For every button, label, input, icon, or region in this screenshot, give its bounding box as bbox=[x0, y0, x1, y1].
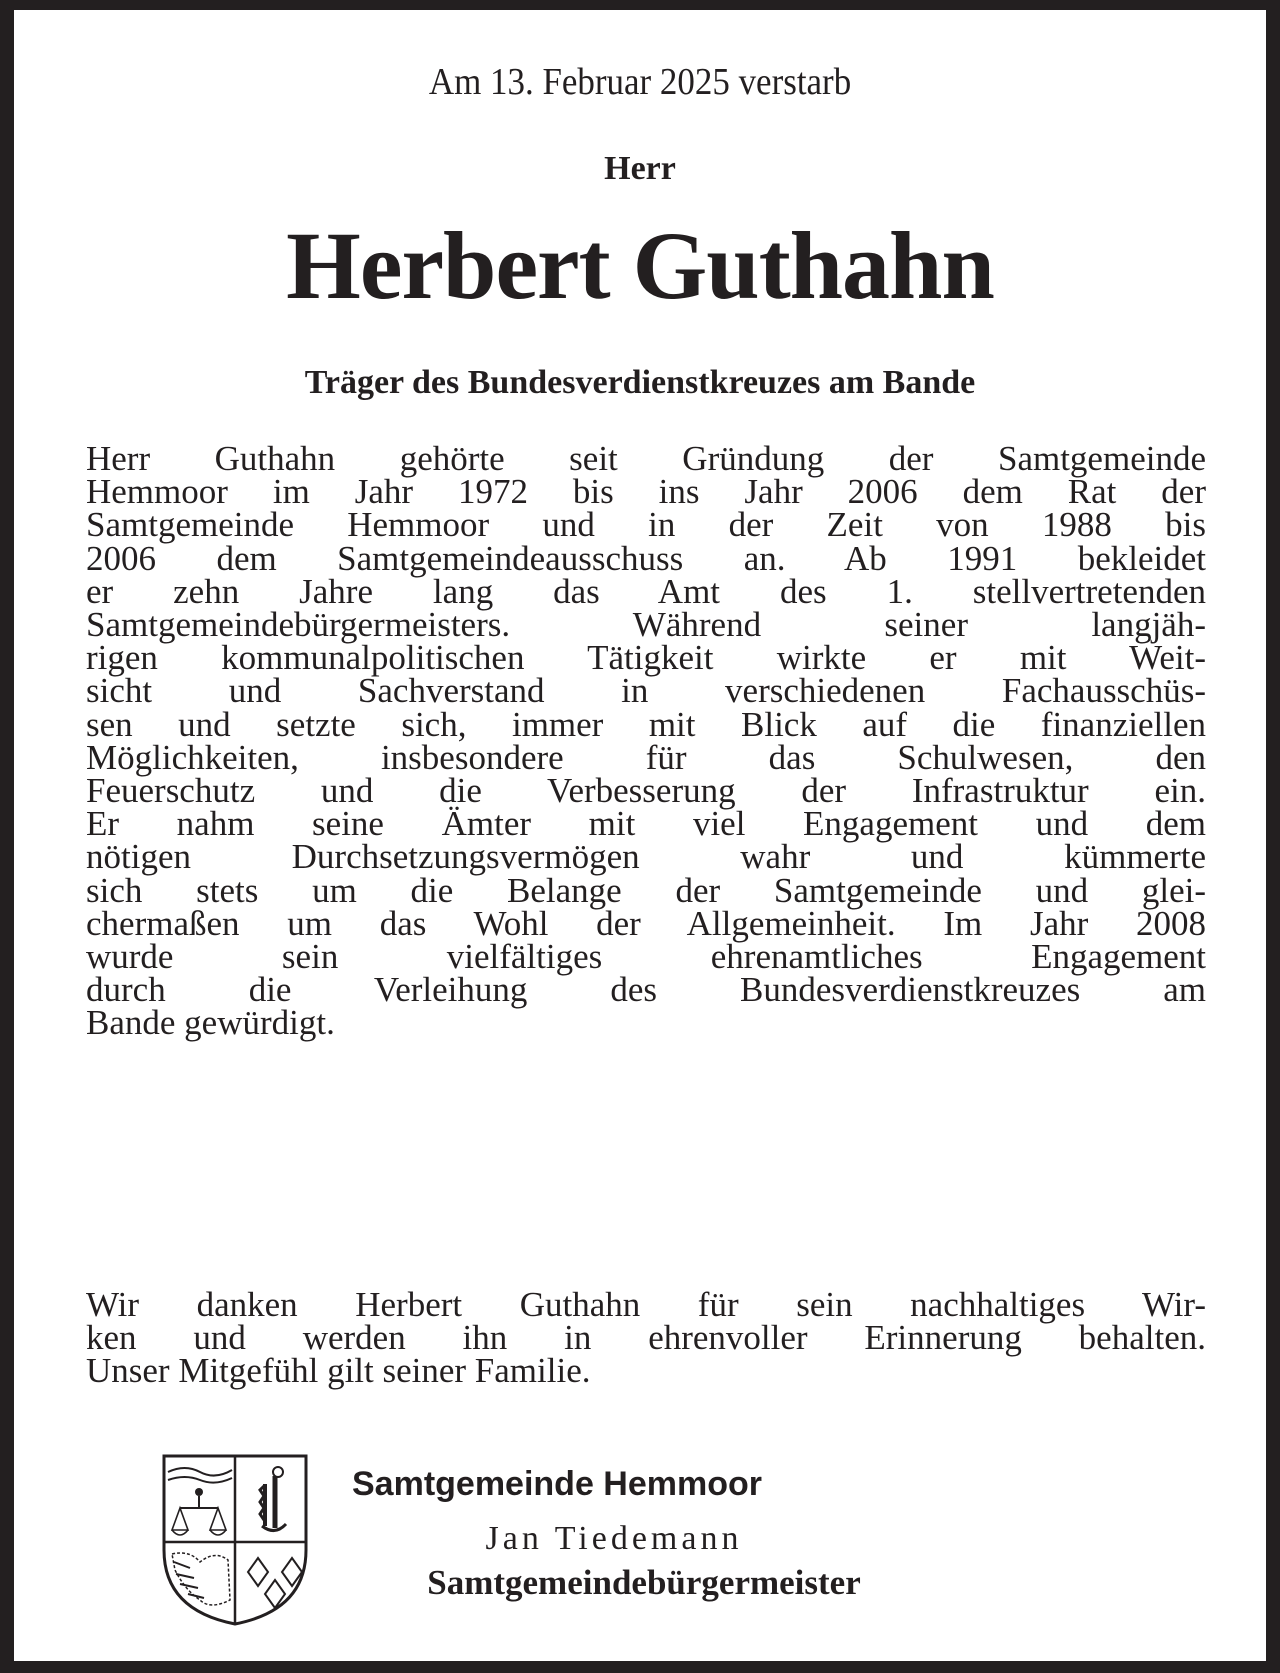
paragraph-condolence bbox=[86, 1285, 1206, 1391]
intro-line: Am 13. Februar 2025 verstarb bbox=[428, 61, 852, 103]
text-line: Samtgemeindebürgermeisters. Während seiner langjäh- bbox=[86, 605, 1206, 645]
salutation: Herr bbox=[604, 150, 676, 187]
text-line: Er nahm seine Ämter mit viel Engagement und dem bbox=[86, 804, 1206, 844]
text-line: sen und setzte sich, immer mit Blick auf die finanziellen bbox=[86, 704, 1206, 744]
text-line: Feuerschutz und die Verbesserung der Infrastruktur ein. bbox=[86, 771, 1206, 811]
text-line: Hemmoor im Jahr 1972 bis ins Jahr 2006 dem Rat der bbox=[86, 472, 1206, 512]
text-line: er zehn Jahre lang das Amt des 1. stellvertretenden bbox=[86, 571, 1206, 611]
organization-name: Samtgemeinde Hemmoor bbox=[352, 1465, 762, 1503]
obituary-notice bbox=[14, 10, 1266, 1661]
text-line: wurde sein vielfältiges ehrenamtliches Engagement bbox=[86, 937, 1206, 977]
text-line: chermaßen um das Wohl der Allgemeinheit. Im Jahr 2008 bbox=[86, 903, 1206, 943]
award-line: Träger des Bundesverdienstkreuzes am Bande bbox=[304, 364, 976, 401]
paragraph-tribute bbox=[86, 439, 1206, 1043]
text-line: nötigen Durchsetzungsvermögen wahr und kümmerte bbox=[86, 837, 1206, 877]
text-line: 2006 dem Samtgemeindeausschuss an. Ab 1991 bekleidet bbox=[86, 538, 1206, 578]
text-line: sich stets um die Belange der Samtgemeinde und glei- bbox=[86, 870, 1206, 910]
text-line: Bande gewürdigt. bbox=[86, 1003, 335, 1043]
text-line: Möglichkeiten, insbesondere für das Schulwesen, den bbox=[86, 737, 1206, 777]
text-line: rigen kommunalpolitischen Tätigkeit wirkte er mit Weit- bbox=[86, 638, 1206, 678]
coat-of-arms-icon bbox=[160, 1450, 310, 1628]
text-line: Wir danken Herbert Guthahn für sein nachhaltiges Wir- bbox=[86, 1285, 1206, 1324]
text-line: durch die Verleihung des Bundesverdienstkreuzes am bbox=[86, 970, 1206, 1010]
text-line: Samtgemeinde Hemmoor und in der Zeit von 1988 bis bbox=[86, 505, 1206, 545]
signer-name: Jan Tiedemann bbox=[485, 1520, 743, 1557]
text-line: Unser Mitgefühl gilt seiner Familie. bbox=[86, 1351, 591, 1391]
text-line: Herr Guthahn gehörte seit Gründung der Samtgemeinde bbox=[86, 439, 1206, 478]
signer-role: Samtgemeindebürgermeister bbox=[427, 1563, 861, 1602]
text-line: ken und werden ihn in ehrenvoller Erinnerung behalten. bbox=[86, 1318, 1206, 1358]
text-line: sicht und Sachverstand in verschiedenen Fachausschüs- bbox=[86, 671, 1206, 711]
deceased-name: Herbert Guthahn bbox=[286, 212, 994, 319]
